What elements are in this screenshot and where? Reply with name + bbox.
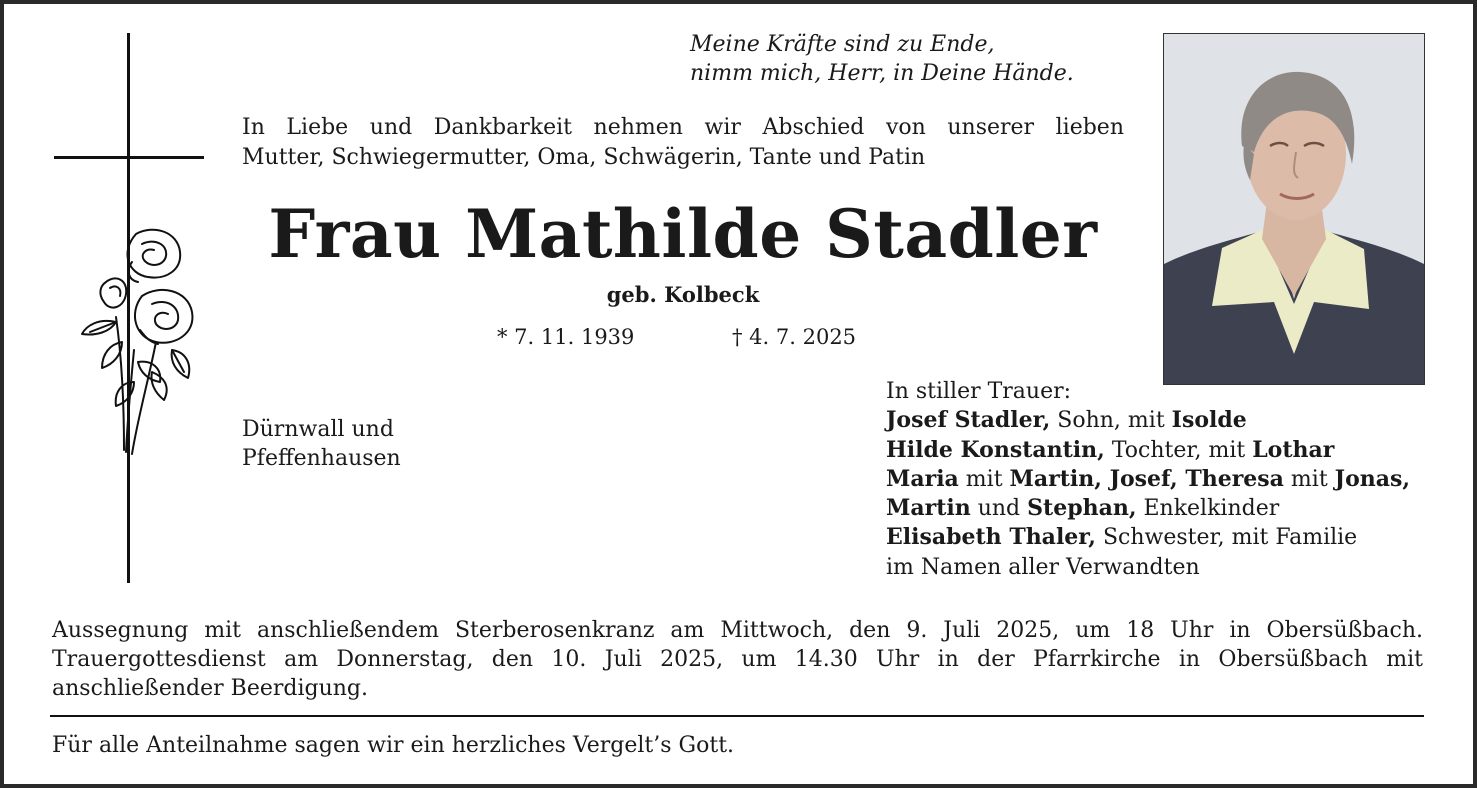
portrait-photo (1163, 33, 1425, 385)
birth-date: * 7. 11. 1939 (497, 325, 635, 349)
mourner-relation: mit (1283, 466, 1335, 492)
mourner-line (886, 523, 1410, 552)
mourner-relation: Enkelkinder (1136, 496, 1280, 522)
intro-text (242, 113, 1124, 173)
mourner-relation: mit (958, 466, 1010, 492)
mourner-name: Martin, Josef, Theresa (1009, 465, 1284, 492)
mourner-line (886, 436, 1410, 465)
mourner-relation: und (970, 496, 1028, 522)
mourners-closing: im Namen aller Verwandten (886, 554, 1200, 580)
divider-line (50, 715, 1424, 717)
roses-illustration (76, 222, 200, 458)
mourner-relation: Tochter, mit (1104, 437, 1253, 463)
mourner-relation: Sohn, mit (1050, 408, 1172, 434)
death-date: † 4. 7. 2025 (732, 325, 857, 349)
residence-line-2: Pfeffenhausen (242, 446, 401, 471)
maiden-name-text: geb. Kolbeck (606, 282, 760, 307)
residence-line-1: Dürnwall und (242, 417, 394, 442)
mourner-relation: Schwester, mit Familie (1095, 525, 1358, 551)
thanks-line: Für alle Anteilnahme sagen wir ein herzliches Vergelt’s Gott. (52, 733, 735, 758)
quote-line-2: nimm mich, Herr, in Deine Hände. (690, 61, 1074, 86)
quote-line-1: Meine Kräfte sind zu Ende, (690, 32, 995, 57)
mourners-heading: In stiller Trauer: (886, 379, 1072, 404)
portrait-illustration (1164, 34, 1424, 384)
mourner-name: Maria (886, 465, 959, 492)
mourner-name: Martin (886, 495, 971, 522)
deceased-name: Frau Mathilde Stadler (268, 195, 1098, 273)
mourner-name: Hilde Konstantin, (886, 436, 1105, 463)
mourner-name: Elisabeth Thaler, (886, 524, 1096, 551)
residence (242, 415, 401, 473)
mourner-name: Lothar (1252, 436, 1335, 463)
scripture-quote (690, 30, 1074, 88)
mourner-line (886, 406, 1410, 435)
mourner-line (886, 494, 1410, 523)
mourner-name: Josef Stadler, (886, 407, 1051, 434)
mourner-line (886, 465, 1410, 494)
intro-line-1: In Liebe und Dankbarkeit nehmen wir Abschied von unserer lieben (242, 115, 1124, 140)
maiden-name (242, 282, 1124, 308)
service-details: Aussegnung mit anschließendem Sterberosenkranz am Mittwoch, den 9. Juli 2025, um 18 Uhr in Obersüßbach. Trauergottesdienst am Donnerstag, den 10. Juli 2025, um 14.30 Uhr in der Pfarrkirche in Obersüßbach mit anschließender Beerdigung. (52, 618, 1423, 701)
mourner-name: Jonas, (1334, 465, 1411, 492)
mourner-name: Isolde (1171, 407, 1247, 434)
mourners-list (886, 377, 1410, 582)
mourner-name: Stephan, (1027, 495, 1137, 522)
intro-line-2: Mutter, Schwiegermutter, Oma, Schwägerin, Tante und Patin (242, 145, 926, 170)
cross-horizontal-beam (54, 156, 204, 159)
